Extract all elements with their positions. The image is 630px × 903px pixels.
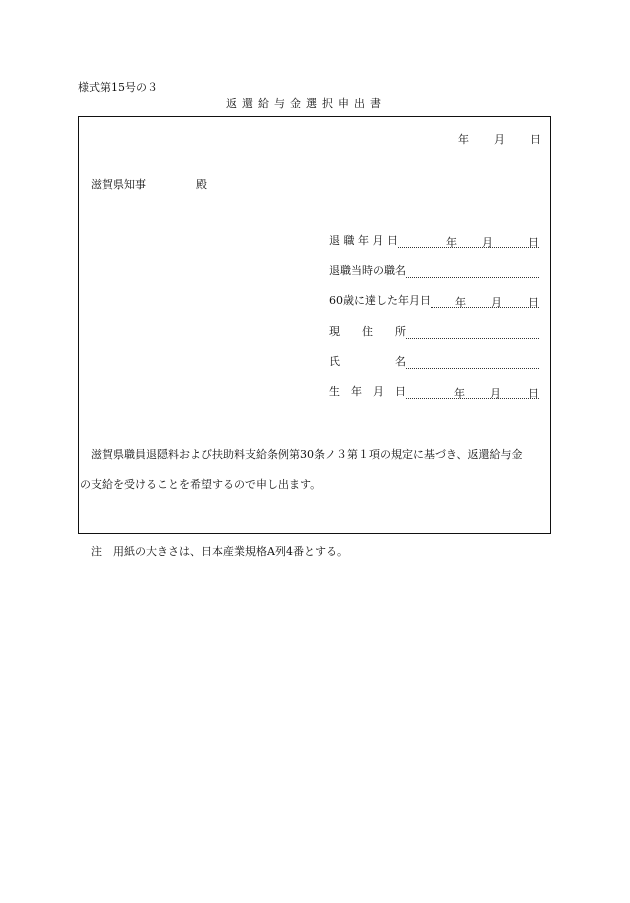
addressee-name: 滋賀県知事 [91,178,146,191]
date-day-label: 日 [530,133,541,146]
birth-date-field[interactable] [329,385,539,399]
fill-line [406,386,539,399]
fill-line [431,295,539,308]
date-month-label: 月 [494,133,505,146]
field-month-label: 月 [490,387,501,400]
fill-line [398,235,539,248]
field-year-label: 年 [446,236,457,249]
body-text-line-1: 滋賀県職員退隠料および扶助料支給条例第30条ノ３第１項の規定に基づき、返還給与金 [91,448,523,461]
current-address-field[interactable] [329,325,539,339]
date-year-label: 年 [458,133,469,146]
field-day-label: 日 [528,387,539,400]
field-label: 60歳に達した年月日 [329,294,431,307]
fill-line [406,356,539,369]
paper-size-note: 注 用紙の大きさは、日本産業規格A列4番とする。 [91,545,348,558]
fill-line [406,326,539,339]
field-year-label: 年 [455,296,466,309]
field-day-label: 日 [528,296,539,309]
field-label: 氏 名 [329,355,406,368]
retirement-date-field[interactable] [329,234,539,248]
document-title: 返還給与金選択申出書 [226,97,386,110]
field-label: 生 年 月 日 [329,385,406,398]
body-text-line-2: の支給を受けることを希望するので申し出ます。 [80,478,322,491]
former-position-field[interactable] [329,264,539,278]
field-month-label: 月 [491,296,502,309]
age-60-date-field[interactable] [329,294,539,308]
field-year-label: 年 [454,387,465,400]
field-label: 退職当時の職名 [329,264,406,277]
field-label: 現 住 所 [329,325,406,338]
field-label: 退 職 年 月 日 [329,234,398,247]
form-number: 様式第15号の３ [78,81,158,94]
fill-line [406,265,539,278]
field-day-label: 日 [528,236,539,249]
field-month-label: 月 [482,236,493,249]
addressee-honorific: 殿 [196,178,207,191]
full-name-field[interactable] [329,355,539,369]
